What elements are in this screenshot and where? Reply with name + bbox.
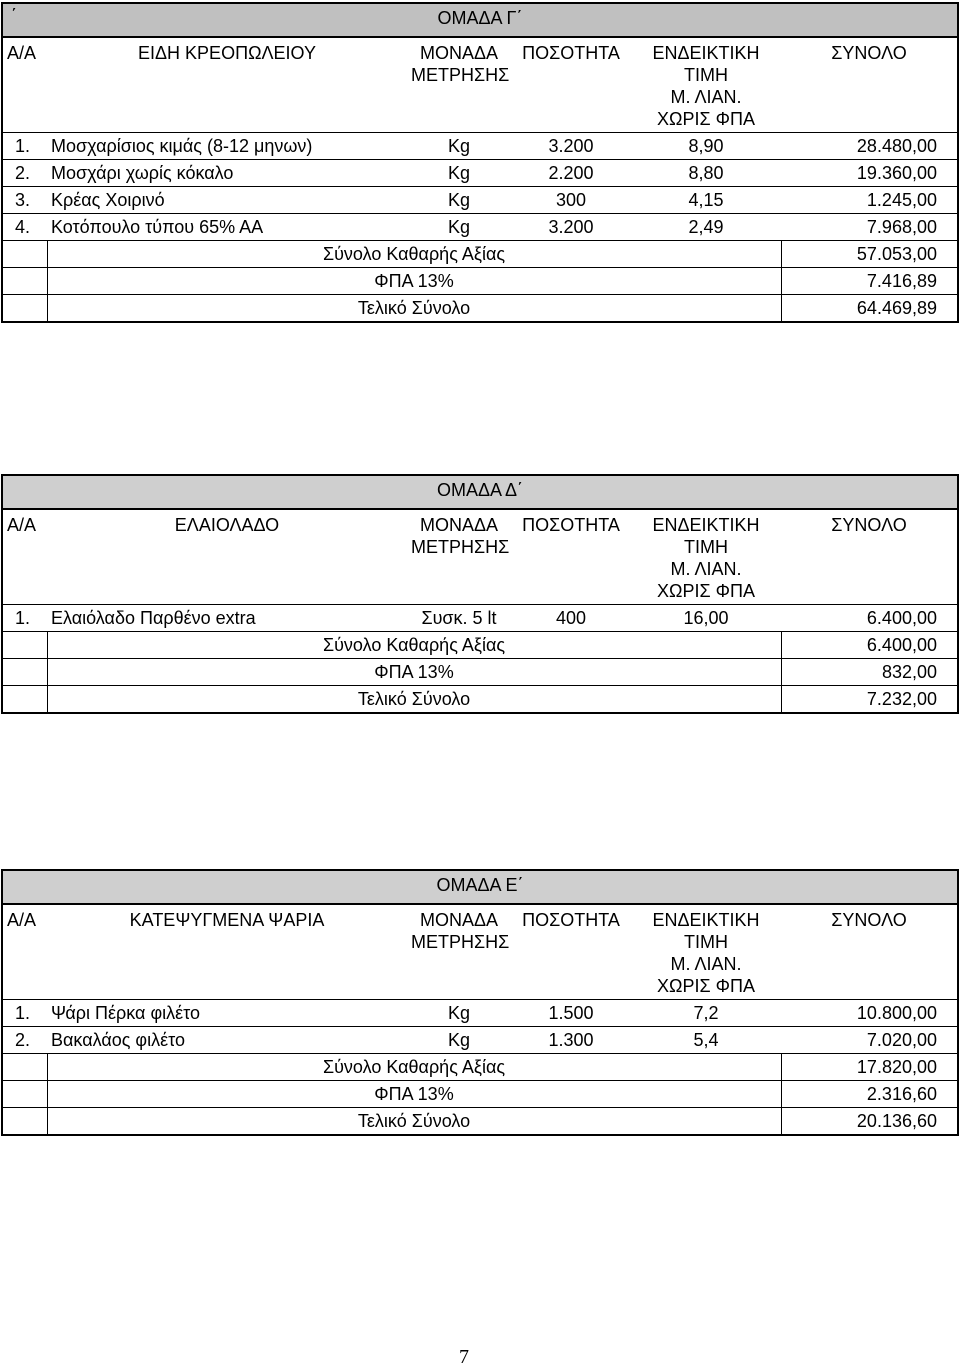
group-d-title: ΟΜΑΔΑ Δ΄: [436, 480, 524, 500]
item-price: 7,2: [631, 1000, 781, 1027]
item-unit: Kg: [407, 1027, 511, 1054]
item-price: 8,80: [631, 160, 781, 187]
group-c-title: ΟΜΑΔΑ Γ΄: [437, 8, 523, 28]
header-unit: ΜΟΝΑΔΑ ΜΕΤΡΗΣΗΣ: [411, 43, 510, 85]
final-total-label: Τελικό Σύνολο: [47, 686, 781, 713]
net-value-label: Σύνολο Καθαρής Αξίας: [47, 1054, 781, 1081]
header-total: ΣΥΝΟΛΟ: [831, 515, 907, 535]
item-name: Μοσχαρίσιος κιμάς (8-12 μηνων): [47, 133, 407, 160]
item-number: 3.: [3, 187, 47, 214]
item-number: 1.: [3, 1000, 47, 1027]
group-c-title-bar: [3, 4, 957, 38]
item-unit: Kg: [407, 1000, 511, 1027]
group-e-table: [1, 869, 959, 1136]
group-e-title: ΟΜΑΔΑ Ε΄: [436, 875, 524, 895]
item-unit: Συσκ. 5 lt: [407, 605, 511, 632]
vat-row: [3, 268, 957, 295]
header-total: ΣΥΝΟΛΟ: [831, 43, 907, 63]
table-row: [3, 160, 957, 187]
net-value-row: [3, 632, 957, 659]
header-total: ΣΥΝΟΛΟ: [831, 910, 907, 930]
net-value-row: [3, 241, 957, 268]
net-value: 57.053,00: [781, 241, 957, 268]
vat-label: ΦΠΑ 13%: [47, 659, 781, 686]
header-category: ΕΙΔΗ ΚΡΕΟΠΩΛΕΙΟΥ: [138, 43, 316, 63]
item-price: 4,15: [631, 187, 781, 214]
table-row: [3, 214, 957, 241]
header-aa: Α/Α: [7, 910, 37, 930]
group-e-title-bar: [3, 871, 957, 905]
item-number: 2.: [3, 160, 47, 187]
group-e-items: [3, 905, 957, 1134]
final-total-value: 20.136,60: [781, 1108, 957, 1135]
vat-row: [3, 659, 957, 686]
item-unit: Kg: [407, 160, 511, 187]
item-number: 1.: [3, 605, 47, 632]
item-price: 16,00: [631, 605, 781, 632]
item-name: Κοτόπουλο τύπου 65% ΑΑ: [47, 214, 407, 241]
item-total: 7.020,00: [781, 1027, 957, 1054]
item-quantity: 1.300: [511, 1027, 631, 1054]
header-aa: Α/Α: [7, 515, 37, 535]
header-row: [3, 38, 957, 133]
page-number: 7: [459, 1346, 469, 1368]
vat-label: ΦΠΑ 13%: [47, 1081, 781, 1108]
item-name: Βακαλάος φιλέτο: [47, 1027, 407, 1054]
item-quantity: 400: [511, 605, 631, 632]
item-price: 8,90: [631, 133, 781, 160]
header-category: ΕΛΑΙΟΛΑΔΟ: [174, 515, 280, 535]
final-total-row: [3, 686, 957, 713]
header-price: ΕΝΔΕΙΚΤΙΚΗ ΤΙΜΗ Μ. ΛΙΑΝ. ΧΩΡΙΣ ΦΠΑ: [652, 515, 760, 601]
vat-label: ΦΠΑ 13%: [47, 268, 781, 295]
item-price: 5,4: [631, 1027, 781, 1054]
item-name: Ψάρι Πέρκα φιλέτο: [47, 1000, 407, 1027]
final-total-value: 7.232,00: [781, 686, 957, 713]
final-total-label: Τελικό Σύνολο: [47, 295, 781, 322]
item-quantity: 300: [511, 187, 631, 214]
item-number: 4.: [3, 214, 47, 241]
item-quantity: 3.200: [511, 133, 631, 160]
header-unit: ΜΟΝΑΔΑ ΜΕΤΡΗΣΗΣ: [411, 515, 510, 557]
header-quantity: ΠΟΣΟΤΗΤΑ: [522, 515, 620, 535]
item-total: 1.245,00: [781, 187, 957, 214]
header-aa: Α/Α: [7, 43, 37, 63]
item-total: 7.968,00: [781, 214, 957, 241]
item-unit: Kg: [407, 214, 511, 241]
header-row: [3, 510, 957, 605]
header-quantity: ΠΟΣΟΤΗΤΑ: [522, 43, 620, 63]
net-value: 17.820,00: [781, 1054, 957, 1081]
item-name: Μοσχάρι χωρίς κόκαλο: [47, 160, 407, 187]
final-total-label: Τελικό Σύνολο: [47, 1108, 781, 1135]
header-category: ΚΑΤΕΨΥΓΜΕΝΑ ΨΑΡΙΑ: [129, 910, 325, 930]
item-quantity: 3.200: [511, 214, 631, 241]
group-d-title-bar: [3, 476, 957, 510]
item-total: 6.400,00: [781, 605, 957, 632]
item-total: 19.360,00: [781, 160, 957, 187]
item-name: Κρέας Χοιρινό: [47, 187, 407, 214]
group-d-items: [3, 510, 957, 712]
item-unit: Kg: [407, 133, 511, 160]
final-total-value: 64.469,89: [781, 295, 957, 322]
group-c-items: [3, 38, 957, 321]
header-unit: ΜΟΝΑΔΑ ΜΕΤΡΗΣΗΣ: [411, 910, 510, 952]
net-value: 6.400,00: [781, 632, 957, 659]
header-row: [3, 905, 957, 1000]
item-number: 1.: [3, 133, 47, 160]
final-total-row: [3, 295, 957, 322]
header-quantity: ΠΟΣΟΤΗΤΑ: [522, 910, 620, 930]
table-row: [3, 1027, 957, 1054]
header-price: ΕΝΔΕΙΚΤΙΚΗ ΤΙΜΗ Μ. ΛΙΑΝ. ΧΩΡΙΣ ΦΠΑ: [652, 43, 760, 129]
vat-row: [3, 1081, 957, 1108]
item-quantity: 1.500: [511, 1000, 631, 1027]
title-mark: ΄: [11, 6, 17, 26]
item-number: 2.: [3, 1027, 47, 1054]
item-name: Ελαιόλαδο Παρθένο extra: [47, 605, 407, 632]
header-price: ΕΝΔΕΙΚΤΙΚΗ ΤΙΜΗ Μ. ΛΙΑΝ. ΧΩΡΙΣ ΦΠΑ: [652, 910, 760, 996]
item-quantity: 2.200: [511, 160, 631, 187]
item-total: 10.800,00: [781, 1000, 957, 1027]
final-total-row: [3, 1108, 957, 1135]
vat-value: 7.416,89: [781, 268, 957, 295]
table-row: [3, 1000, 957, 1027]
vat-value: 2.316,60: [781, 1081, 957, 1108]
net-value-label: Σύνολο Καθαρής Αξίας: [47, 632, 781, 659]
item-unit: Kg: [407, 187, 511, 214]
item-total: 28.480,00: [781, 133, 957, 160]
vat-value: 832,00: [781, 659, 957, 686]
table-row: [3, 605, 957, 632]
table-row: [3, 133, 957, 160]
group-d-table: [1, 474, 959, 714]
net-value-label: Σύνολο Καθαρής Αξίας: [47, 241, 781, 268]
group-c-table: [1, 2, 959, 323]
item-price: 2,49: [631, 214, 781, 241]
net-value-row: [3, 1054, 957, 1081]
table-row: [3, 187, 957, 214]
